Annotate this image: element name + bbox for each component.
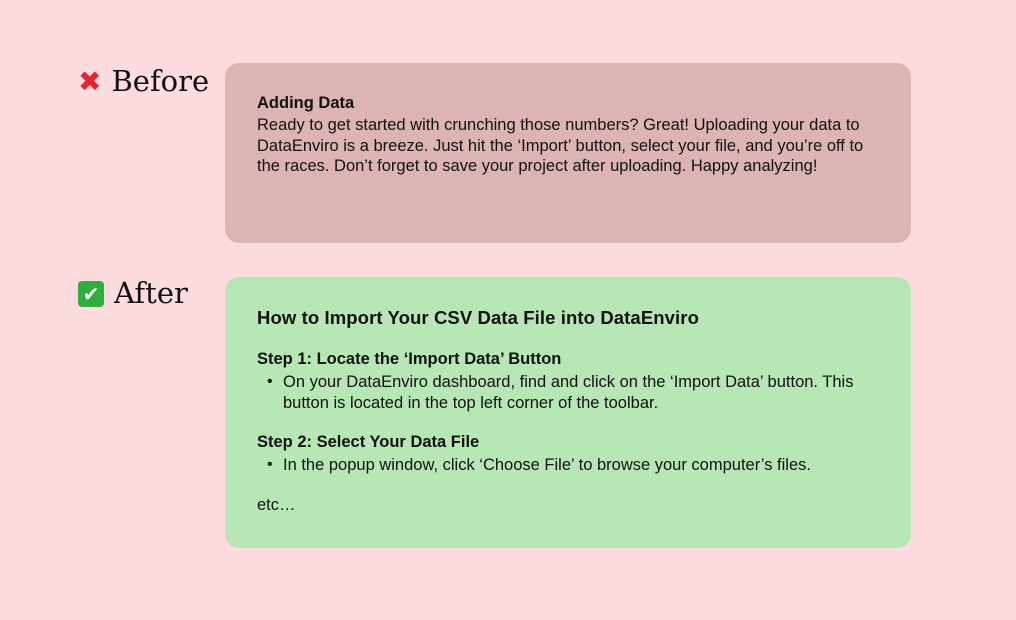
- step-bullet-list: [257, 455, 879, 476]
- after-card-body: [257, 307, 879, 515]
- before-row-label: [78, 64, 210, 98]
- step-block: [257, 349, 879, 413]
- after-row-label: [78, 276, 188, 310]
- list-item: • In the popup window, click ‘Choose File’ to browse your computer’s files.: [283, 455, 879, 476]
- check-mark-icon: ✔: [78, 281, 104, 307]
- before-label-text: Before: [111, 64, 210, 98]
- before-card-heading: Adding Data: [257, 94, 355, 112]
- trailing-text: etc…: [257, 495, 296, 514]
- step-title: Step 1: Locate the ‘Import Data’ Button: [257, 350, 562, 368]
- after-example-card: [225, 277, 911, 548]
- step-block: [257, 432, 879, 476]
- step-title: Step 2: Select Your Data File: [257, 433, 480, 451]
- after-card-heading: How to Import Your CSV Data File into DataEnviro: [257, 307, 699, 328]
- before-card-body: [257, 93, 879, 177]
- cross-mark-icon: ✖: [78, 64, 102, 98]
- list-item: • On your DataEnviro dashboard, find and click on the ‘Import Data’ button. This button is located in the top left corner of the toolbar.: [283, 372, 879, 413]
- step-bullet-list: [257, 372, 879, 413]
- before-card-paragraph: Ready to get started with crunching those numbers? Great! Uploading your data to DataEnviro is a breeze. Just hit the ‘Import’ button, select your file, and you’re off to the races. Don’t forget to save your project after uploading. Happy analyzing!: [257, 116, 864, 175]
- before-example-card: [225, 63, 911, 243]
- after-label-text: After: [114, 276, 188, 310]
